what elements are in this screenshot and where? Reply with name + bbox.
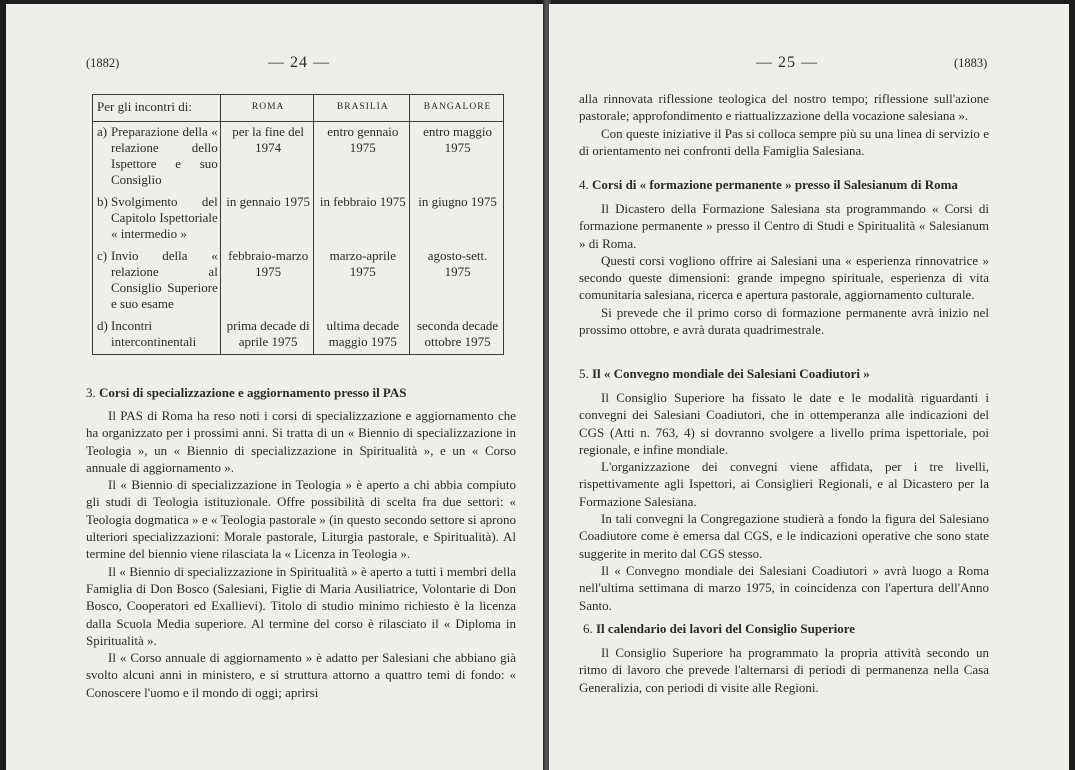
paragraph: Il « Convegno mondiale dei Salesiani Coadiutori » avrà luogo a Roma nell'ultima settimana di marzo 1975, in coincidenza con l'apertura dell'Anno Santo.: [579, 562, 989, 613]
row-label: a): [97, 124, 108, 139]
roma-cell: febbraio-marzo 1975: [220, 246, 314, 316]
left-page-year: (1882): [86, 56, 120, 70]
paragraph: Si prevede che il primo corso di formazione permanente avrà inizio nel prossimo ottobre, e avrà durata quadrimestrale.: [579, 304, 989, 338]
section-6-heading: [583, 620, 1003, 637]
right-page-number: — 25 —: [756, 54, 818, 71]
table-header-cell: ROMA: [220, 95, 314, 122]
roma-cell: per la fine del 1974: [220, 122, 314, 193]
schedule-table: [92, 94, 504, 355]
table-row: [93, 316, 504, 355]
table-row: [93, 122, 504, 193]
row-description: Invio della « relazione al Consiglio Superiore e suo esame: [111, 248, 218, 311]
row-label: d): [97, 318, 108, 333]
table-row: [93, 192, 504, 246]
row-description: Incontri intercontinentali: [111, 318, 197, 349]
section-title: Corsi di specializzazione e aggiornamento presso il PAS: [99, 385, 407, 400]
paragraph: Il « Biennio di specializzazione in Spiritualità » è aperto a tutti i membri della Famiglia di Don Bosco (Salesiani, Figlie di Maria Ausiliatrice, Volontarie di Don Bosco, Cooperatori ed Exallievi). Titolo di studio minimo richiesto è la licenza dalla Scuola Media superiore. Al termine del corso è rilasciato il « Diploma in Spiritualità ».: [86, 563, 516, 648]
bangalore-cell: agosto-sett. 1975: [410, 246, 504, 316]
paragraph: In tali convegni la Congregazione studierà a fondo la figura del Salesiano Coadiutore come è emersa dal CGS, e le indicazioni operative che sono state suggerite in merito dal CGS stesso.: [579, 511, 989, 561]
section-3-heading: [86, 384, 516, 401]
bangalore-cell: in giugno 1975: [410, 192, 504, 246]
bangalore-cell: seconda decade ottobre 1975: [410, 316, 504, 355]
roma-cell: prima decade di aprile 1975: [220, 316, 314, 355]
section-4-heading: [579, 176, 999, 193]
table-header-row: [93, 95, 504, 122]
paragraph: Il PAS di Roma ha reso noti i corsi di specializzazione e aggiornamento che ha organizzato per i prossimi anni. Si tratta di un « Biennio di specializzazione in Teologia », un « Biennio di specializzazione in Spiritualità », e un « Corso annuale di aggiornamento ».: [86, 408, 516, 475]
paragraph: Il Consiglio Superiore ha programmato la propria attività secondo un ritmo di lavoro che prevede l'alternarsi di periodi di permanenza nella Casa Generalizia, con periodi di visite alle Regioni.: [579, 645, 989, 695]
paragraph: Con queste iniziative il Pas si colloca sempre più su una linea di servizio e di orientamento nei confronti della Famiglia Salesiana.: [579, 125, 989, 158]
intro-body: [579, 90, 989, 159]
brasilia-cell: in febbraio 1975: [314, 192, 410, 246]
section-number: 4.: [579, 177, 589, 192]
left-page-number: — 24 —: [268, 54, 330, 71]
section-title: Il « Convegno mondiale dei Salesiani Coadiutori »: [592, 366, 870, 381]
brasilia-cell: marzo-aprile 1975: [314, 246, 410, 316]
paragraph: L'organizzazione dei convegni viene affidata, per i tre livelli, rispettivamente agli Ispettori, ai Consiglieri Regionali, e al Dicastero per la Formazione Salesiana.: [579, 459, 989, 509]
paragraph: Il « Corso annuale di aggiornamento » è adatto per Salesiani che abbiano già svolto alcuni anni in ministero, e si struttura attorno a quattro temi di fondo: « Conoscere l'uomo e il mondo di oggi; aprirsi: [86, 650, 516, 700]
section-title: Il calendario dei lavori del Consiglio Superiore: [596, 621, 856, 636]
paragraph: Il Consiglio Superiore ha fissato le date e le modalità riguardanti i convegni dei Salesiani Coadiutori, che in ottemperanza alle indicazioni del CGS (Atti n. 763, 4) si dovranno svolgere a livello prima ispettoriale, poi regionale, e infine mondiale.: [579, 390, 989, 457]
bangalore-cell: entro maggio 1975: [410, 122, 504, 193]
brasilia-cell: ultima decade maggio 1975: [314, 316, 410, 355]
section-3-body: [86, 407, 516, 701]
section-title: Corsi di « formazione permanente » presso il Salesianum di Roma: [592, 177, 958, 192]
row-label: b): [97, 194, 108, 209]
section-4-body: [579, 200, 989, 338]
table-header-cell: BRASILIA: [314, 95, 410, 122]
row-description: Preparazione della « relazione dello Ispettore e suo Consiglio: [111, 124, 218, 187]
section-number: 5.: [579, 366, 589, 381]
section-number: 3.: [86, 385, 96, 400]
right-page: [549, 4, 1069, 770]
section-5-body: [579, 389, 989, 614]
row-description: Svolgimento del Capitolo Ispettoriale « intermedio »: [111, 194, 218, 241]
section-5-heading: [579, 365, 999, 382]
section-6-body: [579, 644, 989, 696]
left-page: [6, 4, 545, 770]
row-label: c): [97, 248, 108, 263]
paragraph: Il Dicastero della Formazione Salesiana sta programmando « Corsi di formazione permanente » presso il Centro di Studi e Spiritualità « Salesianum » di Roma.: [579, 201, 989, 251]
roma-cell: in gennaio 1975: [220, 192, 314, 246]
paragraph: Il « Biennio di specializzazione in Teologia » è aperto a chi abbia compiuto gli studi di Teologia istituzionale. Offre possibilità di scelta fra due settori: « Teologia dogmatica » e « Teologia pastorale » (in questo secondo settore si aprono ulteriori specializzazioni: Morale pastorale, Liturgia pastorale, e Spiritualità). Al termine del biennio viene rilasciata la « Licenza in Teologia ».: [86, 477, 516, 562]
table-row: [93, 246, 504, 316]
right-page-year: (1883): [954, 56, 988, 70]
table-header-cell: BANGALORE: [410, 95, 504, 122]
paragraph: Questi corsi vogliono offrire ai Salesiani una « esperienza rinnovatrice » secondo queste dimensioni: grande impegno spirituale, esperienza di vita comunitaria salesiana, ricerca e apertura pastorale, aggiornamento culturale.: [579, 252, 989, 303]
section-number: 6.: [583, 621, 593, 636]
brasilia-cell: entro gennaio 1975: [314, 122, 410, 193]
paragraph: alla rinnovata riflessione teologica del nostro tempo; riflessione sull'azione pastorale; approfondimento e riattualizzazione della vocazione salesiana ».: [579, 91, 989, 124]
table-header-cell: Per gli incontri di:: [93, 95, 221, 122]
